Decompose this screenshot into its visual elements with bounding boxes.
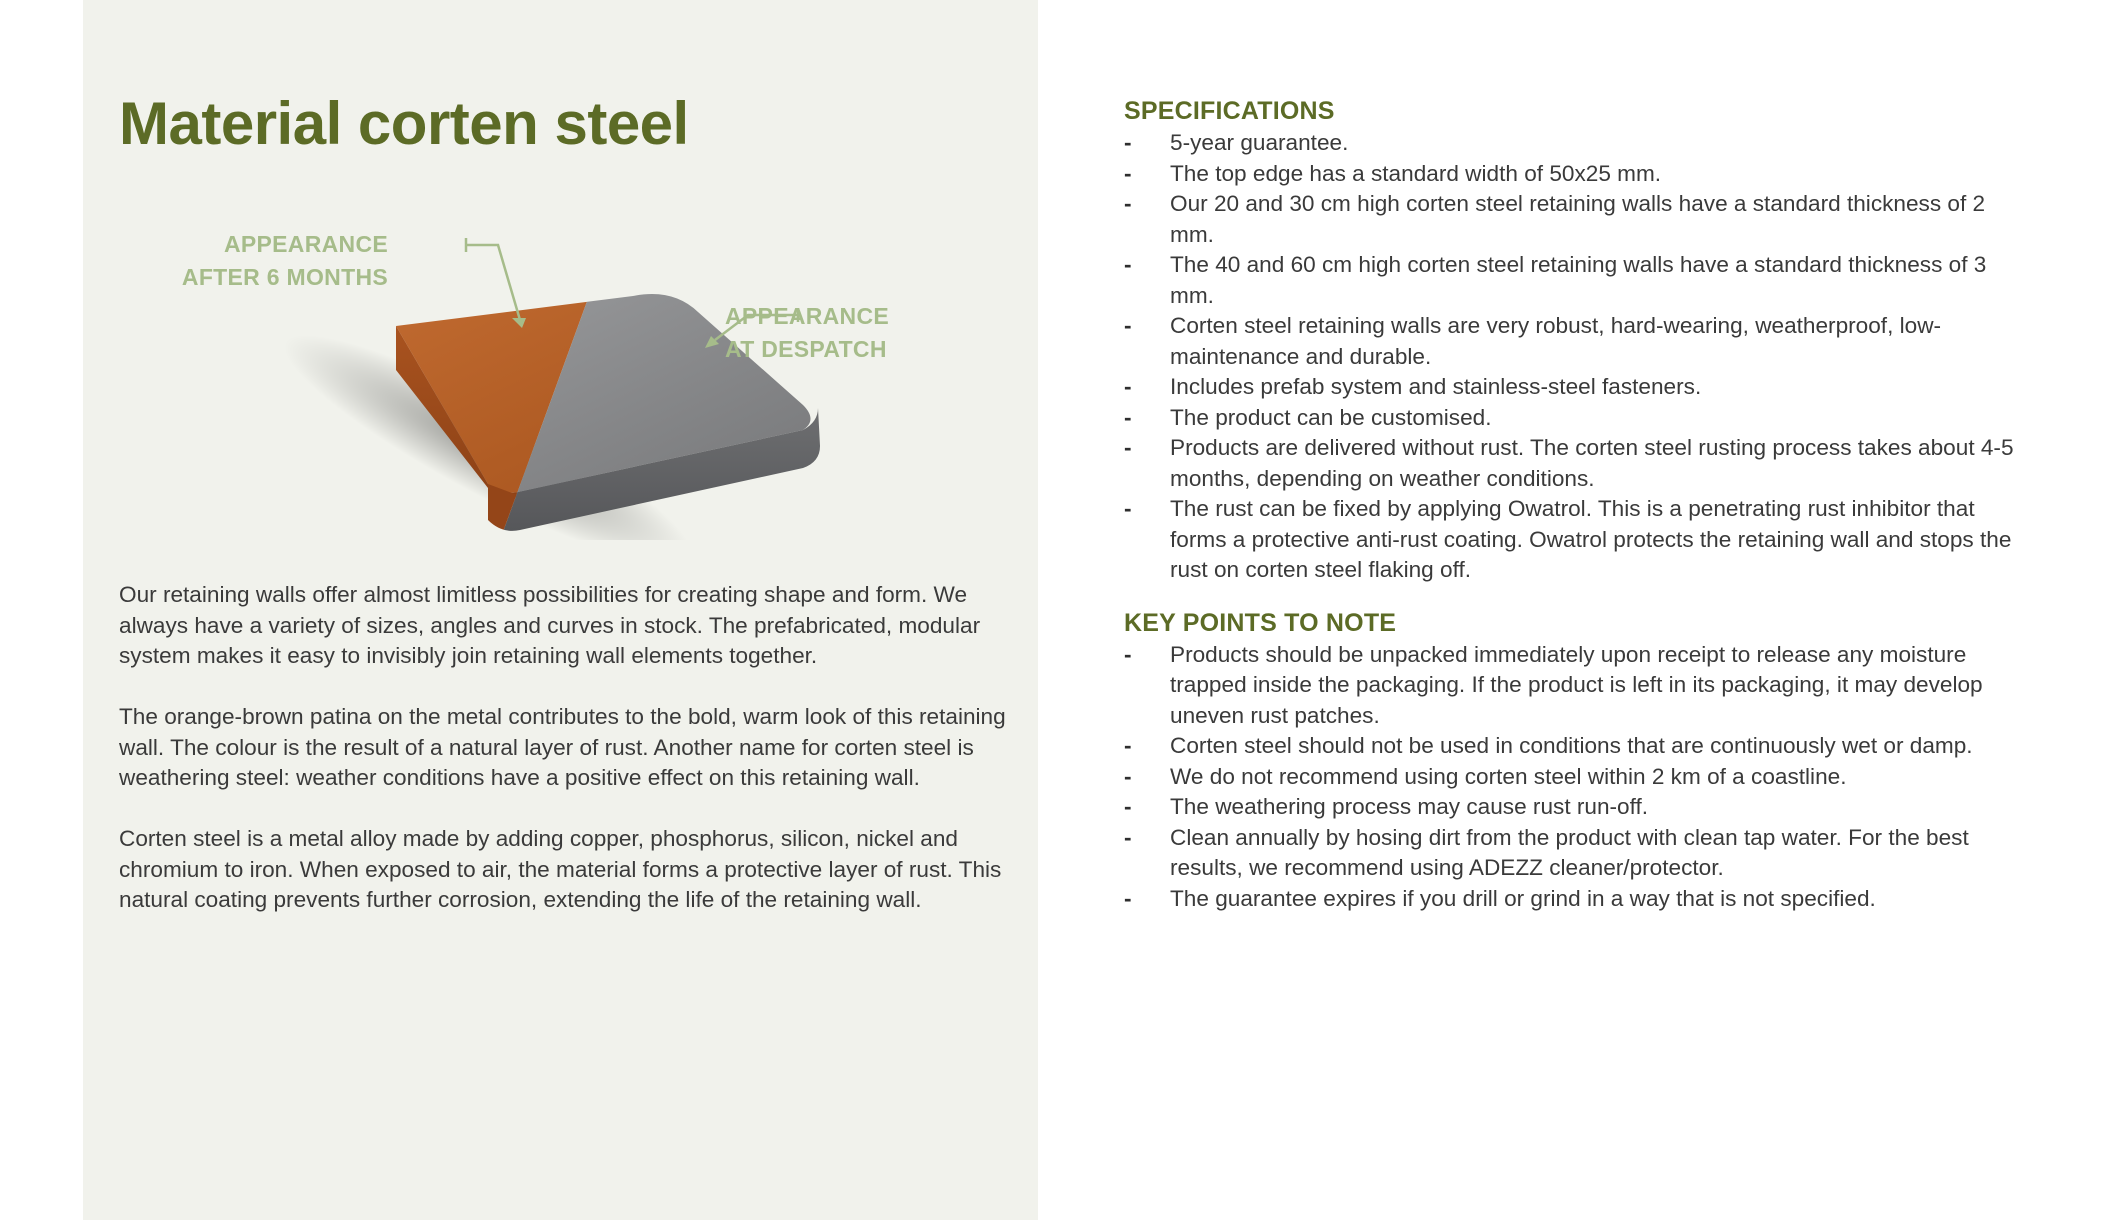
- list-item: [1124, 403, 2024, 434]
- page-title: Material corten steel: [119, 90, 689, 157]
- bullet-dash: -: [1124, 130, 1132, 155]
- bullet-dash: -: [1124, 404, 1132, 430]
- bullet-dash: -: [1124, 374, 1132, 399]
- list-item-text: The top edge has a standard width of 50x25 mm.: [1170, 160, 1662, 186]
- key-points-list: [1124, 640, 2024, 915]
- list-item: [1124, 311, 2024, 372]
- bullet-dash: -: [1124, 733, 1132, 758]
- bullet-dash: -: [1124, 824, 1132, 850]
- list-item-text: The product can be customised.: [1170, 404, 1492, 430]
- material-illustration: [158, 200, 988, 540]
- callout-aged-line-1: APPEARANCE: [223, 231, 388, 257]
- list-item-text: The weathering process may cause rust run-off.: [1170, 794, 1649, 819]
- list-item-text: Corten steel retaining walls are very robust, hard-wearing, weatherproof, low-maintenance and durable.: [1170, 313, 1942, 369]
- list-item: [1124, 128, 2024, 159]
- list-item: [1124, 159, 2024, 190]
- list-item: [1124, 884, 2024, 915]
- bullet-dash: -: [1124, 435, 1132, 460]
- intro-paragraph: The orange-brown patina on the metal contributes to the bold, warm look of this retaining wall. The colour is the result of a natural layer of rust. Another name for corten steel is weathering steel: weather conditions have a positive effect on this retaining wall.: [119, 704, 1006, 790]
- list-item: [1124, 762, 2024, 793]
- list-item: [1124, 372, 2024, 403]
- list-item: [1124, 640, 2024, 732]
- list-item: [1124, 731, 2024, 762]
- list-item-text: Our 20 and 30 cm high corten steel retaining walls have a standard thickness of 2 mm.: [1170, 191, 1986, 247]
- specifications-heading: SPECIFICATIONS: [1124, 97, 1335, 125]
- intro-paragraph: Corten steel is a metal alloy made by adding copper, phosphorus, silicon, nickel and chromium to iron. When exposed to air, the material forms a protective layer of rust. This natural coating prevents further corrosion, extending the life of the retaining wall.: [119, 826, 1002, 912]
- callout-aged-line-2: AFTER 6 MONTHS: [181, 264, 388, 290]
- callout-despatch-line-2: AT DESPATCH: [725, 336, 887, 362]
- bullet-dash: -: [1124, 794, 1132, 819]
- bullet-dash: -: [1124, 763, 1132, 789]
- intro-paragraph: Our retaining walls offer almost limitless possibilities for creating shape and form. We always have a variety of sizes, angles and curves in stock. The prefabricated, modular system makes it easy to invisibly join retaining wall elements together.: [119, 582, 981, 668]
- bullet-dash: -: [1124, 641, 1132, 667]
- key-points-heading: KEY POINTS TO NOTE: [1124, 608, 1397, 637]
- list-item: [1124, 823, 2024, 884]
- intro-text: [119, 580, 1019, 946]
- bullet-dash: -: [1124, 160, 1132, 186]
- bullet-dash: -: [1124, 496, 1132, 521]
- list-item-text: We do not recommend using corten steel within 2 km of a coastline.: [1170, 763, 1847, 789]
- bullet-dash: -: [1124, 252, 1132, 277]
- list-item-text: The rust can be fixed by applying Owatrol. This is a penetrating rust inhibitor that forms a protective anti-rust coating. Owatrol protects the retaining wall and stops the rust on corten steel flaking off.: [1170, 496, 2012, 582]
- left-panel: [83, 0, 1038, 1220]
- list-item: [1124, 189, 2024, 250]
- list-item-text: Products are delivered without rust. The corten steel rusting process takes about 4-5 months, depending on weather conditions.: [1170, 435, 2014, 491]
- list-item-text: Products should be unpacked immediately upon receipt to release any moisture trapped inside the packaging. If the product is left in its packaging, it may develop uneven rust patches.: [1170, 641, 1983, 728]
- list-item-text: 5-year guarantee.: [1170, 130, 1349, 155]
- callout-despatch-line-1: APPEARANCE: [725, 303, 890, 329]
- callout-despatch-appearance: [725, 300, 889, 366]
- section-spacer: [1124, 586, 2024, 606]
- right-column: [1124, 94, 2024, 914]
- list-item-text: Clean annually by hosing dirt from the product with clean tap water. For the best results, we recommend using ADEZZ cleaner/protector.: [1170, 824, 1969, 880]
- list-item-text: Corten steel should not be used in conditions that are continuously wet or damp.: [1170, 733, 1973, 758]
- list-item: [1124, 792, 2024, 823]
- bullet-dash: -: [1124, 313, 1132, 338]
- specifications-list: [1124, 128, 2024, 586]
- callout-aged-appearance: [182, 228, 388, 294]
- bullet-dash: -: [1124, 191, 1132, 216]
- list-item-text: The 40 and 60 cm high corten steel retaining walls have a standard thickness of 3 mm.: [1170, 252, 1987, 308]
- list-item: [1124, 494, 2024, 586]
- bullet-dash: -: [1124, 885, 1132, 911]
- list-item-text: The guarantee expires if you drill or grind in a way that is not specified.: [1170, 885, 1876, 911]
- list-item: [1124, 250, 2024, 311]
- list-item-text: Includes prefab system and stainless-steel fasteners.: [1170, 374, 1702, 399]
- list-item: [1124, 433, 2024, 494]
